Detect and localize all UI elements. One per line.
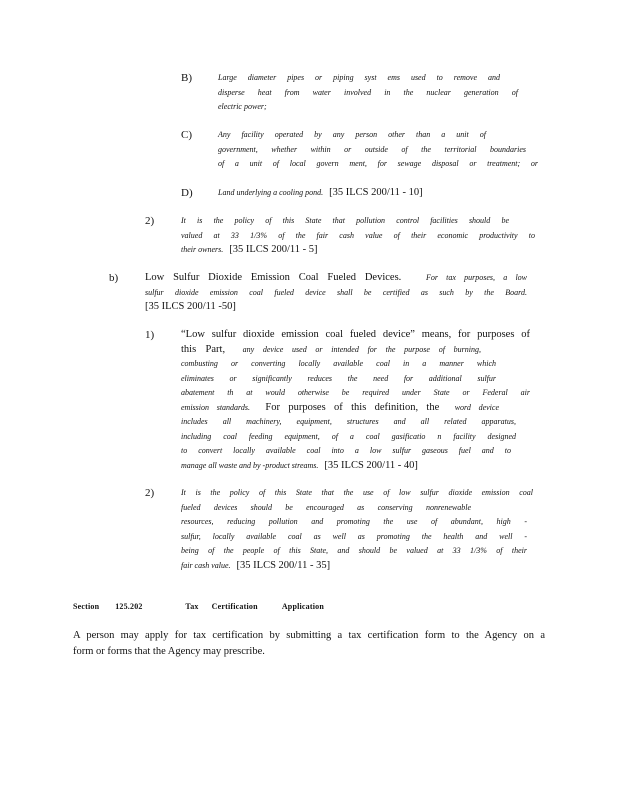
item-text-run: For purposes of this definition, the	[265, 401, 440, 413]
text-line	[181, 401, 499, 416]
text-line: being of the people of this State, and should be valued at 33 1/3% of their	[181, 546, 527, 555]
item-text-1-lower	[181, 328, 530, 473]
item-marker-2-upper: 2)	[145, 215, 155, 227]
text-line: form or forms that the Agency may prescribe.	[73, 646, 265, 657]
text-line: includes all machinery, equipment, structures and all related apparatus,	[181, 417, 516, 426]
section-title-word: Tax	[185, 602, 199, 611]
text-line: Any facility operated by any person other than a unit of	[218, 130, 486, 139]
item-text-run: this Part,	[181, 343, 226, 355]
item-text-run: emission standards.	[181, 402, 250, 412]
text-line	[181, 343, 481, 358]
text-line: It is the policy of this State that pollution control facilities should be	[181, 216, 509, 225]
item-text-run: Land underlying a cooling pond.	[218, 188, 324, 197]
text-line: valued at 33 1/3% of the fair cash value of their economic productivity to	[181, 230, 535, 240]
text-line: sulfur dioxide emission coal fueled device shall be certified as such by the Board.	[145, 287, 527, 297]
statute-citation: [35 ILCS 200/11 - 40]	[324, 459, 418, 471]
body-paragraph	[73, 628, 545, 660]
section-marker-b: b)	[109, 272, 119, 284]
text-line	[145, 271, 527, 286]
text-line: resources, reducing pollution and promoting the use of abundant, high -	[181, 517, 527, 526]
item-marker-b-upper: B)	[181, 72, 192, 84]
item-text-d-upper	[218, 186, 518, 201]
text-line: It is the policy of this State that the use of low sulfur dioxide emission coal	[181, 488, 533, 497]
text-line	[181, 243, 535, 258]
text-line	[145, 300, 527, 315]
statute-citation: [35 ILCS 200/11 - 35]	[236, 559, 331, 571]
item-text-run: fair cash value.	[181, 560, 231, 570]
text-line: fueled devices should be encouraged as conserving nonrenewable	[181, 502, 471, 512]
section-text-b	[145, 271, 527, 315]
item-marker-d-upper: D)	[181, 187, 193, 199]
section-heading-row	[73, 602, 325, 611]
section-title-word: Application	[281, 602, 325, 611]
item-text-b-upper	[218, 71, 518, 115]
text-line: including coal feeding equipment, of a coal gasificatio n facility designed	[181, 431, 516, 441]
text-line: to convert locally available coal into a low sulfur gaseous fuel and to	[181, 446, 511, 455]
text-line: of a unit of local govern ment, for sewage disposal or treatment; or	[218, 159, 538, 168]
item-text-2-lower	[181, 486, 533, 573]
text-line: electric power;	[218, 102, 267, 111]
text-line: government, whether within or outside of the territorial boundaries	[218, 144, 526, 154]
text-line	[181, 459, 530, 474]
section-heading: Low Sulfur Dioxide Emission Coal Fueled Devices.	[145, 272, 402, 283]
item-marker-2-lower: 2)	[145, 487, 155, 499]
item-text-run: For tax purposes, a low	[425, 273, 528, 282]
section-title-word: Certification	[211, 602, 258, 611]
text-line: “Low sulfur dioxide emission coal fueled device” means, for purposes of	[181, 329, 530, 340]
text-line: combusting or converting locally available coal in a manner which	[181, 359, 496, 368]
statute-citation: [35 ILCS 200/11 - 10]	[329, 187, 423, 198]
section-number: 125.202	[115, 602, 143, 611]
text-line	[218, 186, 518, 201]
item-marker-c-upper: C)	[181, 129, 192, 141]
item-marker-1-lower: 1)	[145, 329, 155, 341]
item-text-run: manage all waste and by -product streams.	[181, 460, 319, 470]
item-text-2-upper	[181, 214, 535, 258]
item-text-run: any device used or intended for the purpose of burning,	[242, 344, 481, 354]
text-line: A person may apply for tax certification by submitting a tax certification form to the Agency on a	[73, 630, 545, 641]
text-line: Large diameter pipes or piping syst ems used to remove and	[218, 73, 500, 82]
statute-citation: [35 ILCS 200/11 -50]	[145, 301, 236, 312]
item-text-run: their owners.	[181, 245, 224, 254]
text-line: eliminates or significantly reduces the need for additional sulfur	[181, 373, 496, 383]
text-line	[181, 559, 533, 574]
statute-citation: [35 ILCS 200/11 - 5]	[229, 244, 318, 255]
text-line: sulfur, locally available coal as well as promoting the health and well -	[181, 531, 527, 541]
text-line: abatement th at would otherwise be required under State or Federal air	[181, 388, 530, 397]
item-text-run: word device	[454, 402, 499, 412]
item-text-c-upper	[218, 128, 538, 172]
text-line: disperse heat from water involved in the nuclear generation of	[218, 87, 518, 97]
section-label: Section	[73, 602, 100, 611]
